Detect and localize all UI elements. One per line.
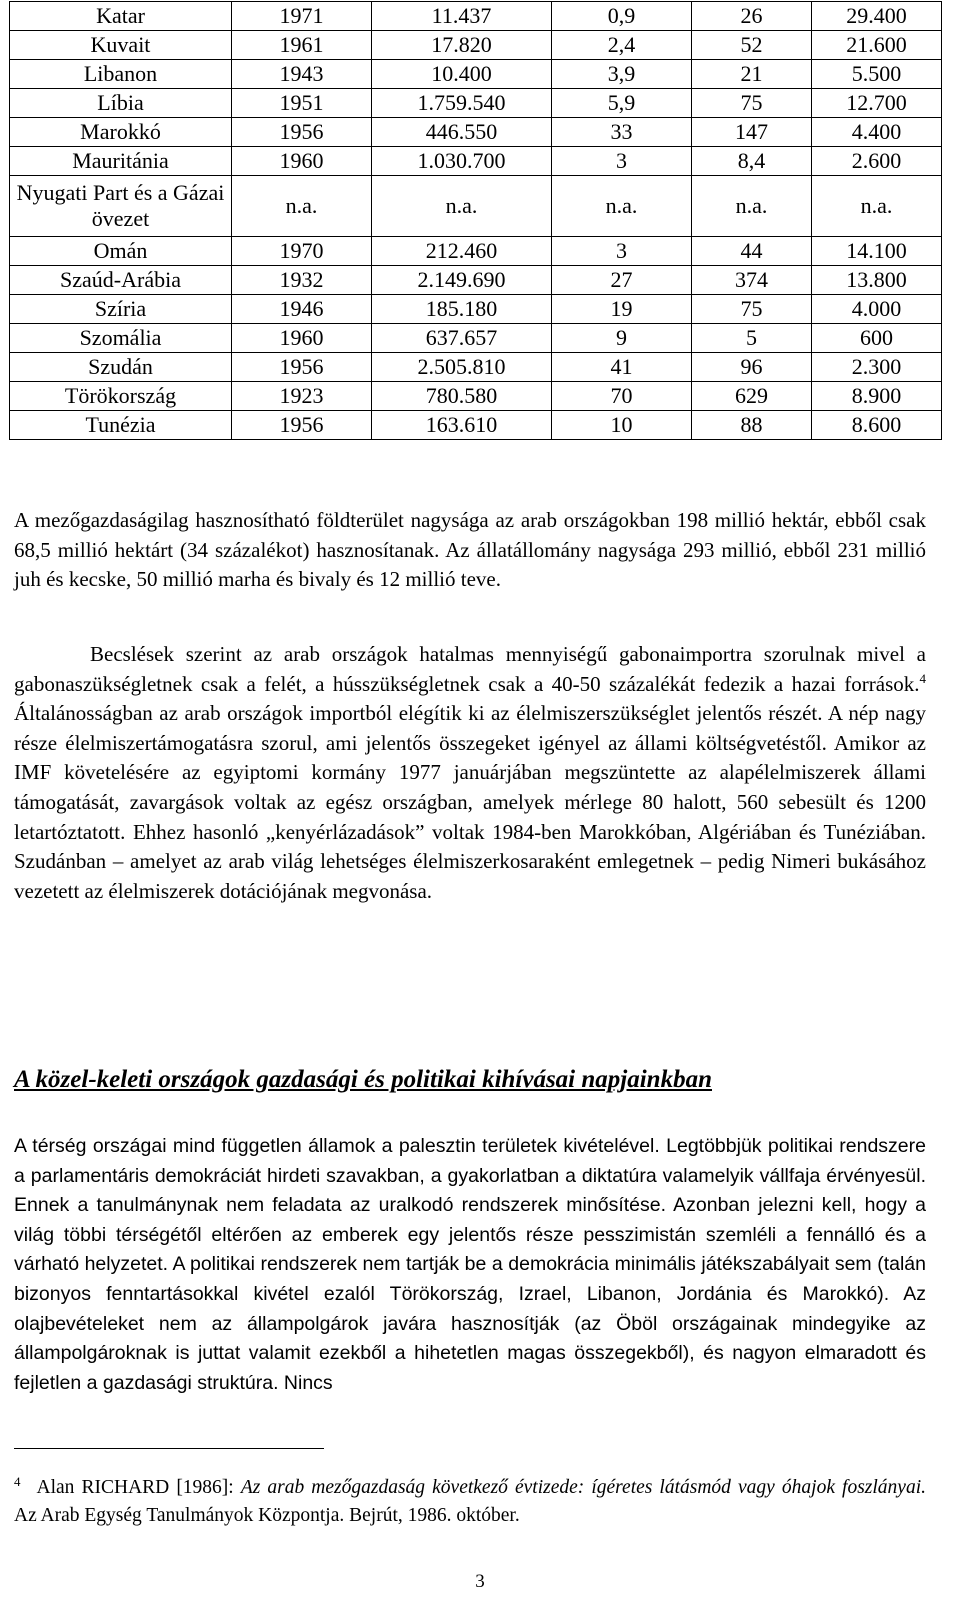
table-cell: 33 (552, 118, 692, 147)
table-cell: 1956 (232, 353, 372, 382)
table-cell: 70 (552, 382, 692, 411)
table-row (10, 353, 942, 382)
paragraph-political-systems: A térség országai mind független államok a palesztin területek kivételével. Legtöbbjük politikai rendszere a parlamentáris demokráciát hirdeti szavakban, a gyakorlatban a diktatúra valamelyik vállfaja érvényesül. Ennek a tanulmánynak nem feladata az uralkodó rendszerek minősítése. Azonban jelezni kell, hogy a világ többi térségétől eltérően az emberek egy jelentős része pesszimistán szemléli a fennálló és a várható helyzetet. A politikai rendszerek nem tartják be a demokrácia minimális játékszabályait sem (talán bizonyos fenntartásokkal kivétel ezalól Törökország, Izrael, Libanon, Jordánia és Marokkó). Az olajbevételeket nem az állampolgárok javára hasznosítják (az Öböl országainak mindegyike az állampolgároknak is juttat valamit ezekből a hihetetlen magas összegekből), és nagyon elmaradott és fejletlen a gazdasági struktúra. Nincs (14, 1135, 926, 1394)
table-cell: 9 (552, 324, 692, 353)
table-cell: 4.400 (812, 118, 942, 147)
table-cell: 29.400 (812, 2, 942, 31)
table-cell: 780.580 (372, 382, 552, 411)
country-cell: Szaúd-Arábia (10, 266, 232, 295)
table-cell: 637.657 (372, 324, 552, 353)
table-cell: n.a. (232, 176, 372, 237)
table-cell: 88 (692, 411, 812, 440)
table-row (10, 324, 942, 353)
table-row (10, 60, 942, 89)
table-cell: 12.700 (812, 89, 942, 118)
country-cell: Szíria (10, 295, 232, 324)
table-cell: 41 (552, 353, 692, 382)
table-row (10, 237, 942, 266)
table-cell: 19 (552, 295, 692, 324)
country-cell: Nyugati Part és a Gázai övezet (10, 176, 232, 237)
table-cell: 446.550 (372, 118, 552, 147)
table-cell: 2.600 (812, 147, 942, 176)
arab-countries-table (9, 1, 942, 440)
country-cell: Líbia (10, 89, 232, 118)
table-cell: 13.800 (812, 266, 942, 295)
table-cell: 147 (692, 118, 812, 147)
table-cell: 1970 (232, 237, 372, 266)
country-cell: Szomália (10, 324, 232, 353)
table-cell: 1961 (232, 31, 372, 60)
table-body (10, 2, 942, 440)
table-cell: 11.437 (372, 2, 552, 31)
table-cell: 1960 (232, 147, 372, 176)
table-cell: 5.500 (812, 60, 942, 89)
table-cell: 2.149.690 (372, 266, 552, 295)
table-cell: 10 (552, 411, 692, 440)
footnote-title: Az arab mezőgazdaság következő évtizede: ígéretes látásmód vagy óhajok foszlányai. (240, 1477, 927, 1498)
table-cell: 1923 (232, 382, 372, 411)
table-row (10, 266, 942, 295)
country-cell: Mauritánia (10, 147, 232, 176)
table-cell: n.a. (372, 176, 552, 237)
table-cell: 1960 (232, 324, 372, 353)
paragraph-food-imports (14, 640, 926, 906)
table-cell: 26 (692, 2, 812, 31)
table-cell: 374 (692, 266, 812, 295)
table-cell: 1956 (232, 411, 372, 440)
section-heading: A közel-keleti országok gazdasági és politikai kihívásai napjainkban (14, 1066, 712, 1093)
table-cell: 3 (552, 147, 692, 176)
table-cell: 21 (692, 60, 812, 89)
footnote-author: Alan RICHARD [1986]: (36, 1477, 234, 1498)
country-cell: Omán (10, 237, 232, 266)
table-cell: 1951 (232, 89, 372, 118)
table-cell: 629 (692, 382, 812, 411)
table-row (10, 31, 942, 60)
table-cell: n.a. (812, 176, 942, 237)
table-cell: 44 (692, 237, 812, 266)
table-cell: n.a. (552, 176, 692, 237)
table-cell: n.a. (692, 176, 812, 237)
table-cell: 212.460 (372, 237, 552, 266)
table-cell: 1932 (232, 266, 372, 295)
table-cell: 96 (692, 353, 812, 382)
table-row (10, 411, 942, 440)
footnote-separator (14, 1448, 324, 1449)
country-cell: Kuvait (10, 31, 232, 60)
table-cell: 1.030.700 (372, 147, 552, 176)
table-cell: 3 (552, 237, 692, 266)
table-cell: 27 (552, 266, 692, 295)
table-row (10, 118, 942, 147)
table-cell: 1943 (232, 60, 372, 89)
table-cell: 8.900 (812, 382, 942, 411)
footnote-reference[interactable]: 4 (919, 670, 926, 686)
paragraph-food-imports-part1: Becslések szerint az arab országok hatalmas mennyiségű gabonaimportra szorulnak mivel a gabonaszükségletnek csak a felét, a hússzükségletnek csak a 40-50 százalékát fedezik a hazai források. (14, 642, 926, 696)
footnote-marker: 4 (14, 1473, 21, 1489)
table-cell: 2.505.810 (372, 353, 552, 382)
paragraph-land-livestock: A mezőgazdaságilag hasznosítható földterület nagysága az arab országokban 198 millió hektár, ebből csak 68,5 millió hektárt (34 százalékot) hasznosítanak. Az állatállomány nagysága 293 millió, ebből 231 millió juh és kecske, 50 millió marha és bivaly és 12 millió teve. (14, 508, 926, 592)
paragraph-food-imports-part2: Általánosságban az arab országok importból elégítik ki az élelmiszerszükséglet jelentős részét. A nép nagy része élelmiszertámogatásra szorul, ami jelentős összegeket igényel az állami költségvetéstől. Amikor az IMF követelésére az egyiptomi kormány 1977 januárjában megszüntette az alapélelmiszerek állami támogatását, zavargások voltak az egész országban, amelyek mérlege 80 halott, 560 sebesült és 1200 letartóztatott. Ehhez hasonló „kenyérlázadások” voltak 1984-ben Marokkóban, Algériában és Tunéziában. Szudánban – amelyet az arab világ lehetséges élelmiszerkosaraként emlegetnek – pedig Nimeri bukásához vezetett az élelmiszerek dotációjának megvonása. (14, 701, 926, 903)
table-cell: 163.610 (372, 411, 552, 440)
table-cell: 14.100 (812, 237, 942, 266)
footnote-publisher: Az Arab Egység Tanulmányok Központja. Bejrút, 1986. október. (14, 1505, 520, 1526)
table-row (10, 89, 942, 118)
table-cell: 0,9 (552, 2, 692, 31)
table-cell: 5,9 (552, 89, 692, 118)
country-cell: Törökország (10, 382, 232, 411)
table-cell: 8,4 (692, 147, 812, 176)
table-cell: 185.180 (372, 295, 552, 324)
table-cell: 2,4 (552, 31, 692, 60)
table-cell: 52 (692, 31, 812, 60)
table-row (10, 2, 942, 31)
table-cell: 10.400 (372, 60, 552, 89)
country-cell: Szudán (10, 353, 232, 382)
table-row (10, 147, 942, 176)
footnote (14, 1474, 926, 1530)
country-cell: Katar (10, 2, 232, 31)
table-cell: 600 (812, 324, 942, 353)
table-cell: 5 (692, 324, 812, 353)
table-cell: 8.600 (812, 411, 942, 440)
table-cell: 75 (692, 295, 812, 324)
country-cell: Tunézia (10, 411, 232, 440)
table-cell: 1.759.540 (372, 89, 552, 118)
table-cell: 17.820 (372, 31, 552, 60)
table-cell: 2.300 (812, 353, 942, 382)
country-cell: Marokkó (10, 118, 232, 147)
table-cell: 3,9 (552, 60, 692, 89)
table-row (10, 295, 942, 324)
table-cell: 1946 (232, 295, 372, 324)
table-cell: 21.600 (812, 31, 942, 60)
page-number: 3 (475, 1571, 485, 1592)
table-cell: 1956 (232, 118, 372, 147)
table-row (10, 382, 942, 411)
country-cell: Libanon (10, 60, 232, 89)
table-row (10, 176, 942, 237)
table-cell: 1971 (232, 2, 372, 31)
table-cell: 75 (692, 89, 812, 118)
table-cell: 4.000 (812, 295, 942, 324)
